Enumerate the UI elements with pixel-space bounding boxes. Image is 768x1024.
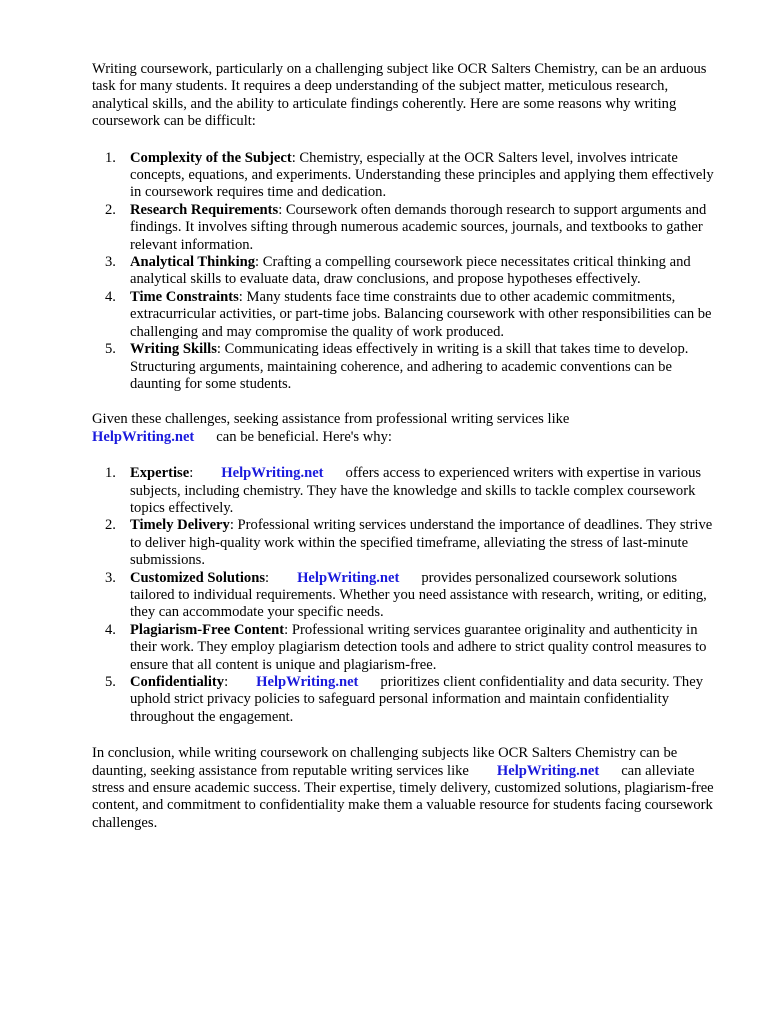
document-body (92, 61, 722, 832)
item-text: offers access to experienced writers with expertise in various subjects, including chemistry. They have the knowledge and skills to tackle complex coursework topics effectively. (130, 465, 702, 516)
item-separator: : (265, 569, 270, 586)
list-number: 2. (105, 201, 116, 218)
item-text: Professional writing services guarantee originality and authenticity in their work. They employ plagiarism detection tools and adhere to strict quality control measures to ensure that all content is unique and plagiarism-free. (130, 621, 707, 673)
item-title: Confidentiality (130, 674, 225, 690)
bridge-text-before: Given these challenges, seeking assistance from professional writing services like (92, 411, 570, 428)
item-title: Complexity of the Subject (130, 149, 292, 166)
list-item (92, 341, 722, 393)
bridge-paragraph (92, 411, 722, 446)
item-text: prioritizes client confidentiality and data security. They uphold strict privacy policies to safeguard personal information and maintain confidentiality throughout the engagement. (130, 674, 703, 725)
list-item (92, 622, 722, 674)
list-item (92, 202, 722, 254)
list-item (92, 570, 722, 622)
item-text: : Chemistry, especially at the OCR Salters level, involves intricate concepts, equations, and experiments. Understanding these principles and applying them effectively in coursework requires time and dedication. (130, 149, 714, 201)
intro-paragraph: Writing coursework, particularly on a challenging subject like OCR Salters Chemistry, can be an arduous task for many students. It requires a deep understanding of the subject matter, meticulous research, analytical skills, and the ability to articulate findings coherently. Here are some reasons why writing coursework can be difficult: (92, 61, 707, 130)
list-number: 1. (105, 149, 116, 166)
item-title: Time Constraints (130, 288, 239, 305)
list-number: 5. (105, 341, 116, 358)
list-item (92, 254, 722, 289)
list-item (92, 517, 722, 569)
helpwriting-link[interactable]: HelpWriting.net (496, 762, 600, 779)
list-number: 4. (105, 621, 116, 638)
item-text: : Many students face time constraints due to other academic commitments, extracurricular activities, or part-time jobs. Balancing coursework with other responsibilities can be challenging and may compromise the quality of work produced. (130, 288, 712, 340)
conclusion-text-before: In conclusion, while writing coursework on challenging subjects like OCR Salters Chemistry can be daunting, seeking assistance from reputable writing services like (92, 745, 678, 779)
item-separator: : (284, 621, 292, 638)
list-number: 1. (105, 465, 116, 482)
list-item (92, 674, 722, 726)
list-item (92, 289, 722, 341)
list-number: 3. (105, 569, 116, 586)
helpwriting-link[interactable]: HelpWriting.net (92, 428, 195, 445)
item-text: : Crafting a compelling coursework piece necessitates critical thinking and analytical skills to evaluate data, draw conclusions, and propose hypotheses effectively. (130, 254, 691, 288)
item-title: Plagiarism-Free Content (130, 621, 285, 638)
helpwriting-link[interactable]: HelpWriting.net (221, 465, 324, 482)
conclusion-text-after: can alleviate stress and ensure academic success. Their expertise, timely delivery, customized solutions, plagiarism-free content, and commitment to confidentiality make them a valuable resource for students facing coursework challenges. (92, 762, 714, 831)
conclusion-paragraph (92, 745, 722, 832)
item-title: Customized Solutions (130, 569, 266, 586)
list-number: 5. (105, 674, 116, 690)
list-number: 3. (105, 254, 116, 271)
bridge-text-after: can be beneficial. Here's why: (216, 428, 392, 445)
item-title: Analytical Thinking (130, 254, 256, 271)
item-separator: : (224, 674, 229, 690)
item-separator: : (229, 517, 238, 534)
helpwriting-link[interactable]: HelpWriting.net (297, 569, 400, 586)
list-number: 2. (105, 517, 116, 534)
list-item (92, 150, 722, 202)
list-number: 4. (105, 288, 116, 305)
item-separator: : (189, 465, 194, 482)
helpwriting-link[interactable]: HelpWriting.net (256, 674, 359, 690)
list-item (92, 465, 722, 517)
benefits-list (92, 465, 722, 726)
item-title: Research Requirements (130, 201, 279, 218)
item-text: : Communicating ideas effectively in writing is a skill that takes time to develop. Structuring arguments, maintaining coherence, and adhering to academic conventions can be daunting for some students. (130, 341, 689, 392)
item-title: Writing Skills (130, 341, 217, 358)
item-text: : Coursework often demands thorough research to support arguments and findings. It involves sifting through numerous academic sources, journals, and textbooks to gather relevant information. (130, 201, 707, 253)
item-title: Timely Delivery (130, 517, 230, 534)
item-text: provides personalized coursework solutions tailored to individual requirements. Whether you need assistance with research, writing, or editing, they can accommodate your specific needs. (130, 569, 707, 621)
item-title: Expertise (130, 465, 190, 482)
reasons-list (92, 150, 722, 394)
item-text: Professional writing services understand the importance of deadlines. They strive to deliver high-quality work within the specified timeframe, alleviating the stress of last-minute submissions. (130, 517, 713, 569)
